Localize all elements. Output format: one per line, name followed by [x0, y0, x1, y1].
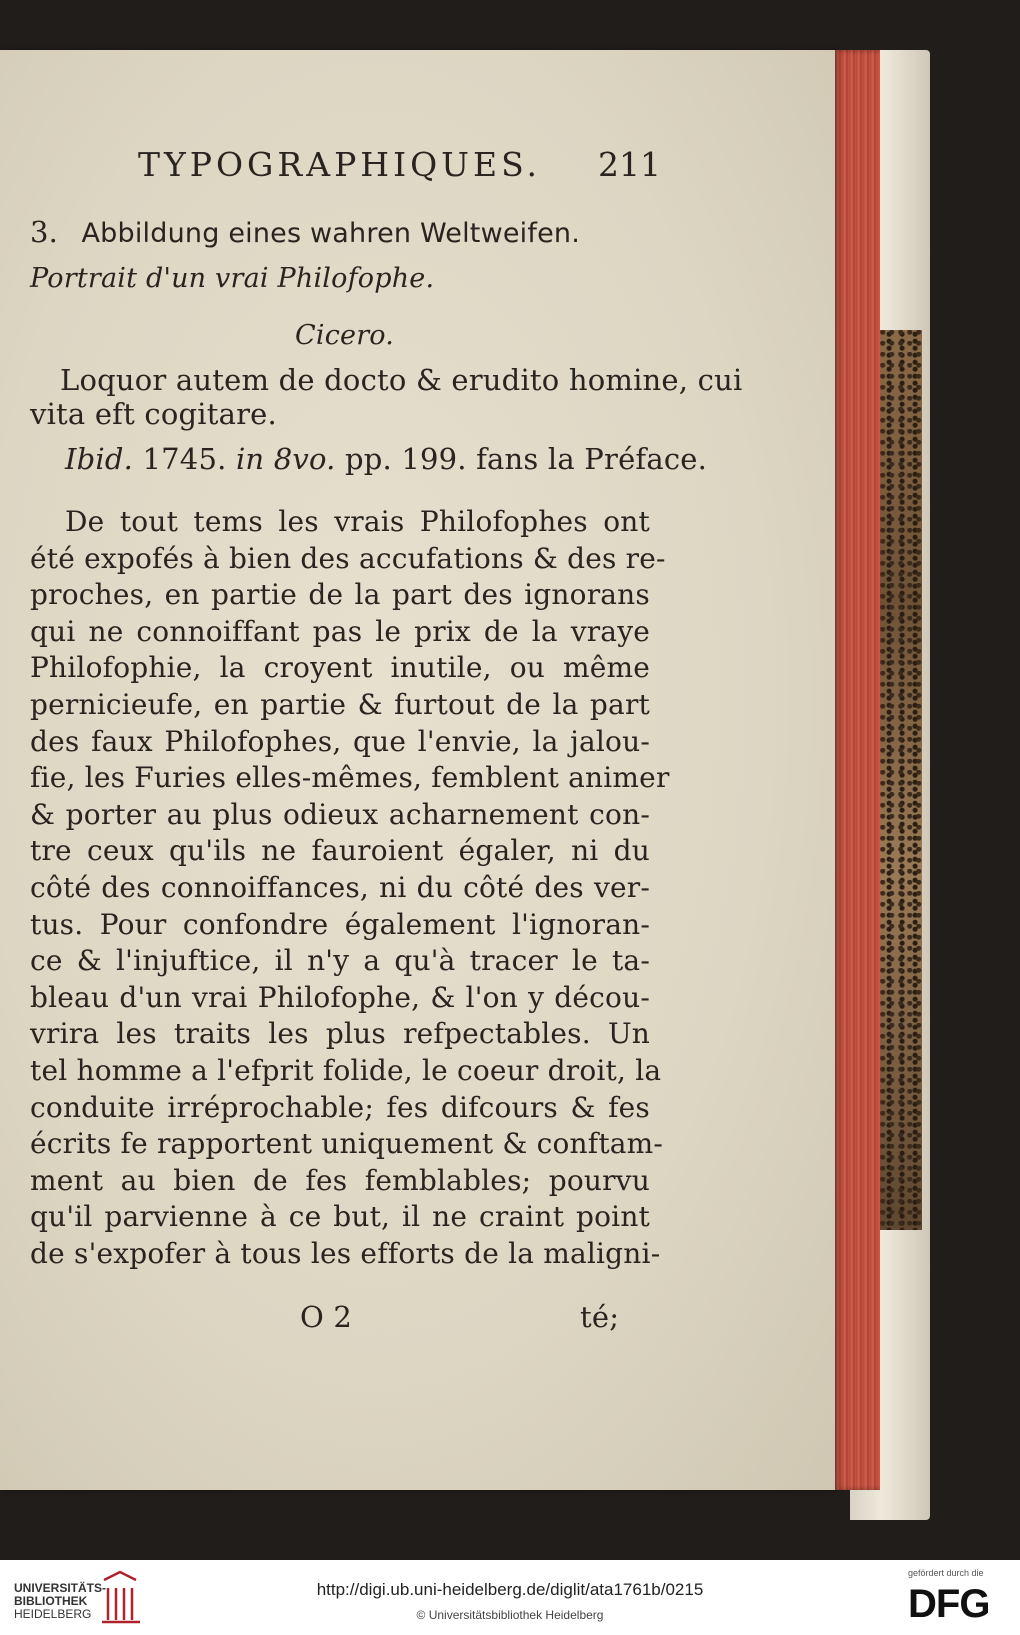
red-page-edges [828, 50, 880, 1490]
page-number: 211 [598, 145, 661, 184]
entry-number: 3. [30, 215, 59, 249]
body-line: ce & l'injuftice, il n'y a qu'à tracer le ta- [30, 944, 650, 978]
catchword: té; [580, 1300, 620, 1334]
body-line: ment au bien de fes femblables; pourvu [30, 1163, 650, 1197]
running-head: TYPOGRAPHIQUES. [138, 145, 541, 184]
body-line: conduite irréprochable; fes difcours & fes [30, 1090, 650, 1124]
imprint-year: 1745. [142, 442, 227, 476]
body-line: proches, en partie de la part des ignorans [30, 578, 650, 612]
marbled-cover [880, 330, 922, 1230]
body-line: côté des connoiffances, ni du côté des ver- [30, 871, 650, 904]
french-title: Portrait d'un vrai Philofophe. [30, 263, 435, 294]
body-line: tus. Pour confondre également l'ignoran- [30, 907, 650, 941]
body-line: écrits fe rapportent uniquement & conftam- [30, 1127, 664, 1161]
body-line: De tout tems les vrais Philofophes ont [65, 505, 650, 538]
body-line: été expofés à bien des accufations & des re- [30, 541, 666, 575]
body-line: de s'expofer à tous les efforts de la maligni- [30, 1237, 661, 1270]
body-line: Philofophie, la croyent inutile, ou même [30, 651, 650, 685]
body-line: & porter au plus odieux acharnement con- [30, 797, 650, 831]
library-logo-text: UNIVERSITÄTS- BIBLIOTHEK HEIDELBERG [14, 1581, 107, 1621]
german-title: Abbildung eines wahren Weltweifen. [81, 218, 580, 249]
imprint-line [65, 442, 707, 476]
body-line: vrira les traits les plus refpectables. Un [30, 1017, 650, 1051]
footer-copyright: © Universitätsbibliothek Heidelberg [416, 1608, 604, 1622]
footer-url-link[interactable]: http://digi.ub.uni-heidelberg.de/diglit/ata1761b/0215 [316, 1580, 704, 1599]
epigraph-line-1: Loquor autem de docto & erudito homine, cui [60, 363, 743, 397]
body-line: tre ceux qu'ils ne fauroient égaler, ni du [30, 834, 650, 868]
imprint-format: in 8vo. [235, 442, 336, 476]
funding-note: gefördert durch die [908, 1568, 984, 1578]
signature-mark: O 2 [300, 1300, 353, 1334]
body-line: fie, les Furies elles-mêmes, femblent animer [30, 761, 670, 795]
body-line: pernicieufe, en partie & furtout de la part [30, 688, 650, 721]
german-title-line [30, 215, 650, 249]
body-line: qui ne connoiffant pas le prix de la vraye [30, 614, 650, 648]
epigraph-author: Cicero. [295, 320, 395, 351]
body-line: tel homme a l'efprit folide, le coeur droit, la [30, 1054, 662, 1087]
body-line: des faux Philofophes, que l'envie, la jalou- [30, 724, 650, 758]
book-page [0, 50, 835, 1490]
epigraph-line-2: vita eft cogitare. [30, 397, 277, 431]
dfg-logo: DFG [908, 1582, 990, 1626]
imprint-ibid: Ibid. [65, 442, 134, 476]
body-line: bleau d'un vrai Philofophe, & l'on y décou- [30, 980, 650, 1014]
imprint-pages: pp. 199. fans la Préface. [344, 442, 708, 476]
body-line: qu'il parvienne à ce but, il ne craint point [30, 1200, 650, 1234]
